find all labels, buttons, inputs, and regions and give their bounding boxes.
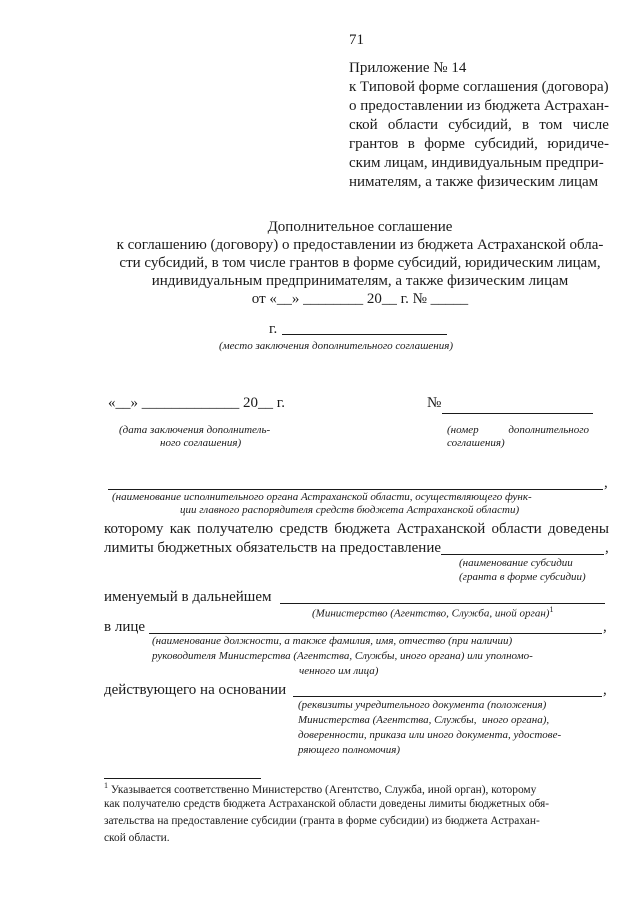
place-caption: (место заключения дополнительного соглашения) <box>219 340 454 352</box>
number-symbol: № <box>427 395 442 411</box>
appendix-line: к Типовой форме соглашения (договора) <box>349 79 609 95</box>
footnote-line: ской области. <box>104 832 170 844</box>
word: в <box>522 117 530 133</box>
appendix-line: ским лицам, индивидуальным предпри- <box>349 155 604 171</box>
appendix-line <box>349 118 609 133</box>
word: Астраханской <box>396 521 486 537</box>
appendix-line <box>349 137 609 152</box>
word: области <box>491 521 542 537</box>
title-date-number-line: от «__» ________ 20__ г. № _____ <box>251 291 469 307</box>
word: получателю <box>197 521 274 537</box>
title-line: индивидуальным предпринимателям, а также физическим лицам <box>151 273 569 289</box>
agreement-date-field[interactable]: «__» _____________ 20__ г. <box>108 395 285 411</box>
person-caption: ченного им лица) <box>299 665 379 677</box>
referred-caption <box>312 606 553 620</box>
appendix-line: нимателям, а также физическим лицам <box>349 174 599 190</box>
basis-comma: , <box>603 682 607 698</box>
organ-caption: ции главного распорядителя средств бюджета Астраханской области) <box>180 504 520 516</box>
word: как <box>169 521 191 537</box>
person-caption: руководителя Министерства (Агентства, Службы, иного органа) или уполномо- <box>152 650 533 662</box>
word: средств <box>279 521 328 537</box>
date-caption: ного соглашения) <box>160 437 242 449</box>
recipient-text-line <box>104 522 609 537</box>
basis-caption: Министерства (Агентства, Службы, иного органа), <box>298 714 550 726</box>
footnote-text: Указывается соответственно Министерство (Агентство, Служба, иной орган), которому <box>110 783 537 796</box>
basis-caption: доверенности, приказа или иного документа, удостове- <box>298 729 562 741</box>
subsidy-comma: , <box>605 540 609 556</box>
word: ской <box>349 117 378 133</box>
recipient-text-line: лимиты бюджетных обязательств на предоставление <box>104 540 442 556</box>
organ-caption: (наименование исполнительного органа Астраханской области, осуществляющего функ- <box>112 491 532 503</box>
title-heading: Дополнительное соглашение <box>267 219 453 235</box>
title-line: к соглашению (договору) о предоставлении из бюджета Астраханской обла- <box>116 237 604 253</box>
word: (номер <box>447 424 479 436</box>
word: форме <box>424 136 465 152</box>
appendix-line: о предоставлении из бюджета Астрахан- <box>349 98 610 114</box>
word: том <box>539 117 563 133</box>
word: числе <box>572 117 609 133</box>
basis-caption: ряющего полномочия) <box>298 744 401 756</box>
footnote-ref: 1 <box>549 605 554 614</box>
appendix-title: Приложение № 14 <box>349 60 467 76</box>
word: доведены <box>548 521 609 537</box>
organ-comma: , <box>604 475 608 491</box>
place-prefix: г. <box>269 321 278 337</box>
word: субсидий, <box>448 117 512 133</box>
word: бюджета <box>334 521 391 537</box>
footnote-separator <box>104 778 261 779</box>
word: в <box>407 136 415 152</box>
subsidy-caption: (наименование субсидии <box>459 557 573 569</box>
person-field-line[interactable] <box>149 633 602 634</box>
referred-label: именуемый в дальнейшем <box>104 589 272 605</box>
subsidy-caption: (гранта в форме субсидии) <box>459 571 586 583</box>
agreement-number-field-line[interactable] <box>442 413 593 414</box>
referred-caption-text: (Министерство (Агентство, Служба, иной орган) <box>312 607 550 620</box>
word: дополнительного <box>508 424 589 436</box>
footnote-line: зательства на предоставление субсидии (гранта в форме субсидии) из бюджета Астрахан- <box>104 815 540 827</box>
word: субсидий, <box>474 136 538 152</box>
person-comma: , <box>603 619 607 635</box>
person-caption: (наименование должности, а также фамилия, имя, отчество (при наличии) <box>152 635 513 647</box>
place-field-line[interactable] <box>282 334 447 335</box>
number-caption: соглашения) <box>447 437 505 449</box>
basis-field-line[interactable] <box>293 696 602 697</box>
date-caption: (дата заключения дополнитель- <box>119 424 271 436</box>
footnote-line <box>104 782 536 796</box>
basis-label: действующего на основании <box>104 682 287 698</box>
title-line: сти субсидий, в том числе грантов в форме субсидий, юридическим лицам, <box>119 255 601 271</box>
organ-field-line[interactable] <box>108 489 603 490</box>
number-caption <box>447 425 589 436</box>
word: грантов <box>349 136 399 152</box>
word: которому <box>104 521 164 537</box>
referred-field-line[interactable] <box>280 603 605 604</box>
footnote-line: как получателю средств бюджета Астраханской области доведены лимиты бюджетных обя- <box>104 798 550 810</box>
basis-caption: (реквизиты учредительного документа (положения) <box>298 699 547 711</box>
subsidy-field-line[interactable] <box>441 554 604 555</box>
word: области <box>387 117 439 133</box>
person-label: в лице <box>104 619 146 635</box>
footnote-mark: 1 <box>104 781 108 790</box>
word: юридиче- <box>547 136 609 152</box>
page-number: 71 <box>349 32 364 48</box>
